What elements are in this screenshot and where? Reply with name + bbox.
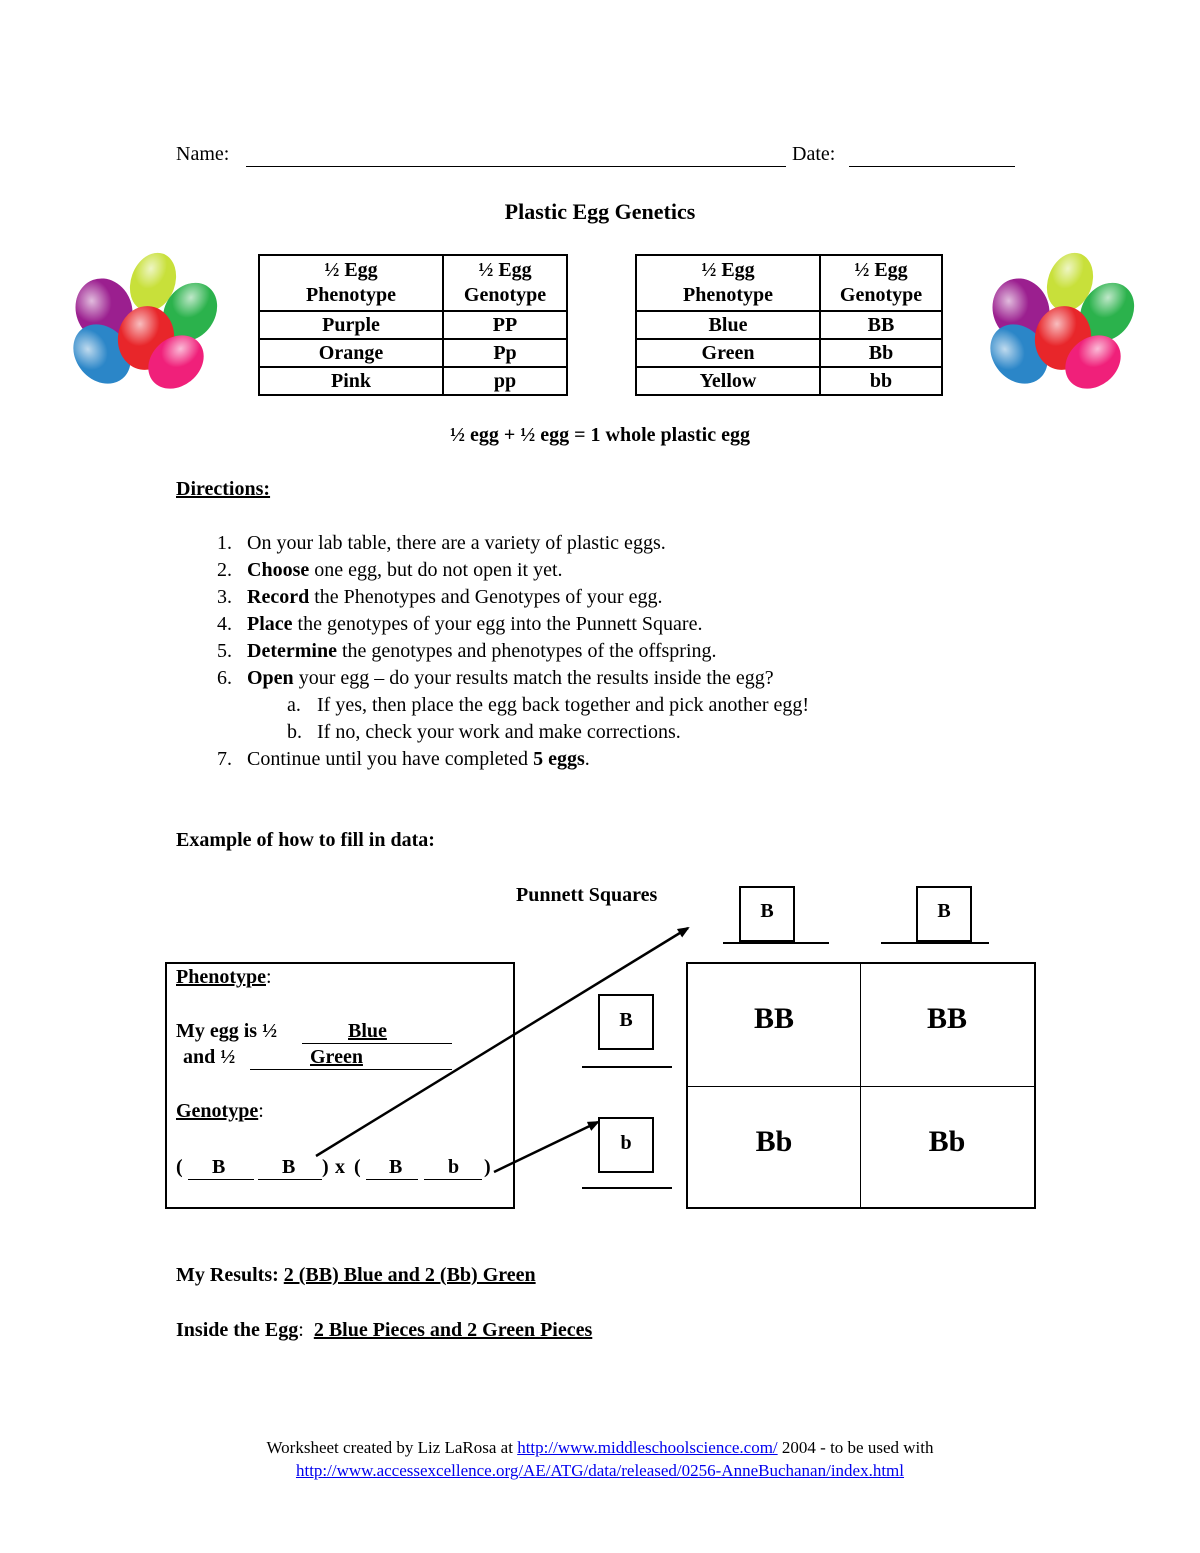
table-row: Blue BB [636,311,942,339]
geno-allele-2: B [282,1156,296,1178]
table-header: ½ Egg Phenotype [259,255,443,311]
geno-close2: ) [484,1156,491,1178]
grid-divider-horizontal [688,1086,1034,1087]
my-egg-label: My egg is ½ [176,1020,278,1042]
geno-allele-1: B [212,1156,226,1178]
side-allele-line-2 [582,1187,672,1189]
list-item: 3. Record the Phenotypes and Genotypes of your egg. [217,586,663,608]
list-item: 4. Place the genotypes of your egg into the Punnett Square. [217,613,703,635]
footer-link-site[interactable]: http://www.middleschoolscience.com/ [517,1438,778,1457]
top-allele-line-2 [881,942,989,944]
table-row: Yellow bb [636,367,942,395]
color2-value: Green [310,1046,363,1068]
phenotype-heading: Phenotype: [176,966,272,988]
inside-egg-line: Inside the Egg: 2 Blue Pieces and 2 Green Pieces [176,1319,593,1341]
punnett-title: Punnett Squares [516,884,658,906]
geno-allele-4: b [448,1156,460,1178]
punnett-square [686,962,1036,1209]
inside-value: 2 Blue Pieces and 2 Green Pieces [313,1319,593,1341]
footer-link-line [0,1461,1200,1481]
table-row: Purple PP [259,311,567,339]
footer-link-resource[interactable]: http://www.accessexcellence.org/AE/ATG/data/released/0256-AnneBuchanan/index.html [295,1461,905,1480]
list-item: a. If yes, then place the egg back together and pick another egg! [287,694,810,716]
results-value: 2 (BB) Blue and 2 (Bb) Green [283,1264,536,1286]
table-row: Orange Pp [259,339,567,367]
list-item: 2. Choose one egg, but do not open it yet. [217,559,563,581]
list-item: 1. On your lab table, there are a variety of plastic eggs. [217,532,666,554]
genotype-heading: Genotype: [176,1100,264,1122]
list-item: b. If no, check your work and make corrections. [287,721,681,743]
list-item: 7. Continue until you have completed 5 eggs. [217,748,590,770]
table-row: Green Bb [636,339,942,367]
top-allele-1: B [760,900,774,922]
geno-close1: ) [322,1156,329,1178]
table-header: ½ Egg Genotype [443,255,567,311]
results-line [176,1264,536,1287]
punnett-cell: Bb [928,1125,966,1158]
side-allele-line-1 [582,1066,672,1068]
directions-heading: Directions: [176,478,271,500]
color1-value: Blue [348,1020,387,1042]
inside-label: Inside the Egg [176,1319,299,1341]
geno-cross: x [335,1156,345,1178]
list-item: 6. Open your egg – do your results match the results inside the egg? [217,667,774,689]
table-row: Pink pp [259,367,567,395]
punnett-cell: Bb [755,1125,793,1158]
date-label: Date: [792,143,836,165]
top-allele-2: B [937,900,951,922]
and-half-label: and ½ [183,1046,236,1068]
page-title: Plastic Egg Genetics [504,199,696,224]
punnett-cell: BB [926,1002,968,1035]
list-item: 5. Determine the genotypes and phenotypes of the offspring. [217,640,717,662]
punnett-cell: BB [753,1002,795,1035]
egg-equation: ½ egg + ½ egg = 1 whole plastic egg [450,424,750,446]
geno-open2: ( [354,1156,361,1178]
arrow-to-side-allele [494,1122,598,1172]
geno-allele-3: B [389,1156,403,1178]
results-label: My Results: [176,1264,279,1286]
footer-credit: Worksheet created by Liz LaRosa at http://www.middleschoolscience.com/ 2004 - to be used with [266,1438,934,1457]
table-header: ½ Egg Phenotype [636,255,820,311]
example-heading: Example of how to fill in data: [176,829,435,851]
name-label: Name: [176,143,230,165]
top-allele-line-1 [723,942,829,944]
table-header: ½ Egg Genotype [820,255,942,311]
geno-open1: ( [176,1156,183,1178]
side-allele-2: b [620,1132,632,1154]
side-allele-1: B [619,1009,633,1031]
